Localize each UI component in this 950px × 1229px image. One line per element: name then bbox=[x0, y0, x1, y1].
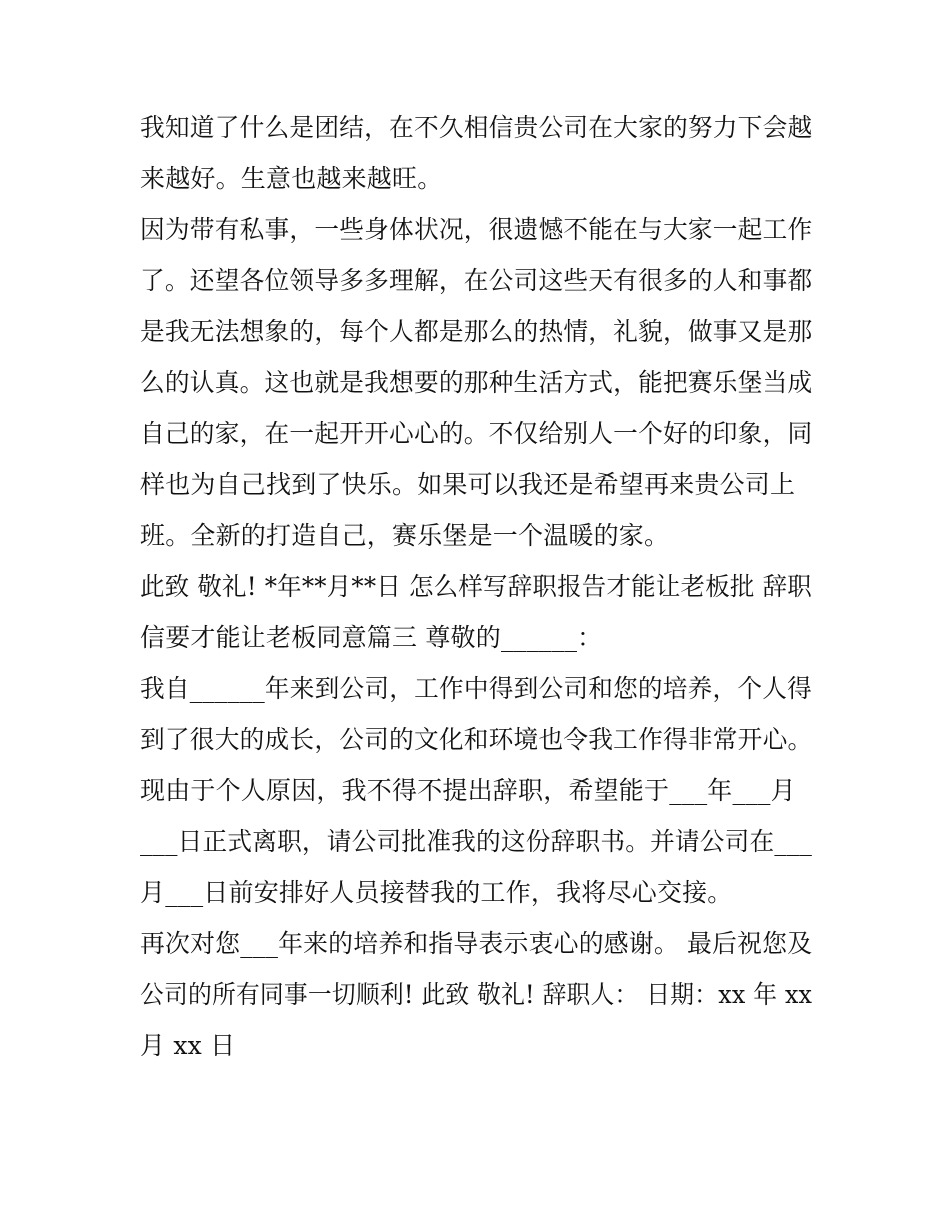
text-line: 班。全新的打造自己，赛乐堡是一个温暖的家。 bbox=[140, 521, 670, 550]
text-line: 月___日前安排好人员接替我的工作，我将尽心交接。 bbox=[140, 878, 733, 907]
text-line: 来越好。生意也越来越旺。 bbox=[140, 164, 443, 193]
text-line: 样也为自己找到了快乐。如果可以我还是希望再来贵公司上 bbox=[140, 470, 796, 499]
text-line: 再次对您___年来的培养和指导表示衷心的感谢。 最后祝您及 bbox=[140, 929, 813, 958]
text-line: 因为带有私事，一些身体状况，很遗憾不能在与大家一起工作 bbox=[140, 215, 813, 244]
text-line: 自己的家，在一起开开心心的。不仅给别人一个好的印象，同 bbox=[140, 419, 813, 448]
text-line: 我自______年来到公司，工作中得到公司和您的培养，个人得 bbox=[140, 674, 813, 703]
text-line: 了。还望各位领导多多理解，在公司这些天有很多的人和事都 bbox=[140, 266, 813, 295]
text-line: 么的认真。这也就是我想要的那种生活方式，能把赛乐堡当成 bbox=[140, 368, 813, 397]
text-line: 我知道了什么是团结，在不久相信贵公司在大家的努力下会越 bbox=[140, 113, 813, 142]
text-line: 月 xx 日 bbox=[140, 1031, 236, 1060]
text-line: 是我无法想象的，每个人都是那么的热情，礼貌，做事又是那 bbox=[140, 317, 813, 346]
text-line: 公司的所有同事一切顺利! 此致 敬礼! 辞职人： 日期：xx 年 xx bbox=[140, 980, 813, 1009]
text-line: ___日正式离职，请公司批准我的这份辞职书。并请公司在___ bbox=[140, 827, 813, 856]
text-line: 此致 敬礼! *年**月**日 怎么样写辞职报告才能让老板批 辞职 bbox=[140, 572, 812, 601]
text-line: 信要才能让老板同意篇三 尊敬的______： bbox=[140, 623, 603, 652]
text-line: 现由于个人原因，我不得不提出辞职，希望能于___年___月 bbox=[140, 776, 796, 805]
text-line: 到了很大的成长，公司的文化和环境也令我工作得非常开心。 bbox=[140, 725, 813, 754]
